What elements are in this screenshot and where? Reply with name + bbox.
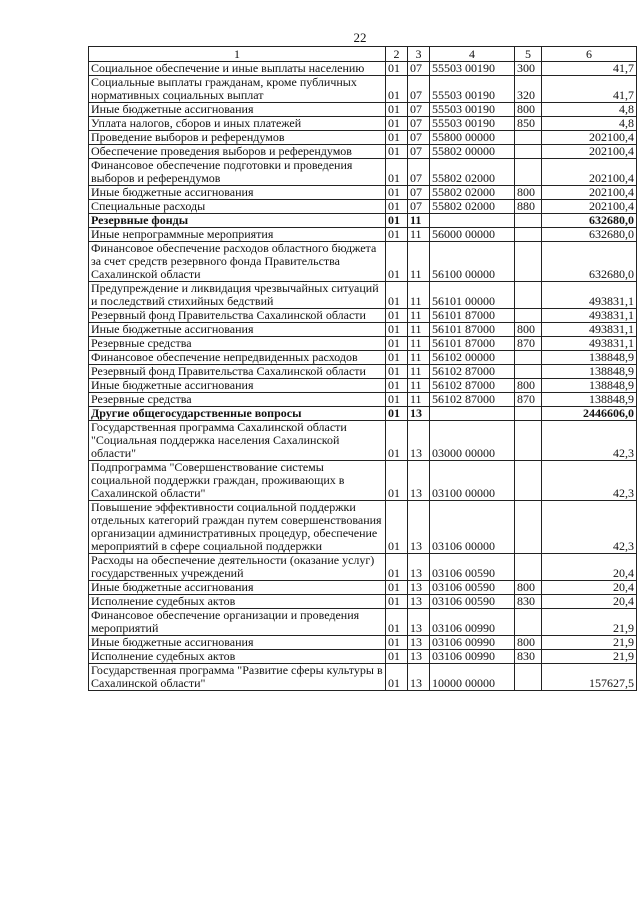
row-name-cell: Иные бюджетные ассигнования [89,186,386,200]
row-name-cell: Специальные расходы [89,200,386,214]
row-section-cell: 01 [386,323,408,337]
row-subsection-cell: 11 [408,228,430,242]
row-amount-cell: 20,4 [542,554,637,581]
table-row [89,664,637,691]
row-section-cell: 01 [386,421,408,461]
row-name-cell: Иные непрограммные мероприятия [89,228,386,242]
table-row [89,365,637,379]
row-subsection-cell: 11 [408,365,430,379]
row-section-cell: 01 [386,228,408,242]
row-amount-cell: 202100,4 [542,200,637,214]
row-amount-cell: 202100,4 [542,145,637,159]
row-name-cell: Другие общегосударственные вопросы [89,407,386,421]
table-row [89,145,637,159]
row-target-code-cell: 56101 87000 [430,337,515,351]
row-amount-cell: 21,9 [542,636,637,650]
row-section-cell: 01 [386,76,408,103]
row-subsection-cell: 11 [408,309,430,323]
row-expense-type-cell: 800 [515,379,542,393]
row-target-code-cell: 55503 00190 [430,103,515,117]
budget-table [88,46,637,691]
row-subsection-cell: 07 [408,76,430,103]
table-row [89,131,637,145]
row-amount-cell: 202100,4 [542,186,637,200]
row-expense-type-cell [515,664,542,691]
row-target-code-cell: 55503 00190 [430,62,515,76]
row-subsection-cell: 07 [408,159,430,186]
page-number: 22 [353,30,367,45]
row-target-code-cell [430,214,515,228]
table-row [89,581,637,595]
row-name-cell: Иные бюджетные ассигнования [89,636,386,650]
row-section-cell: 01 [386,461,408,501]
row-name-cell: Финансовое обеспечение организации и проведения мероприятий [89,609,386,636]
row-expense-type-cell [515,214,542,228]
row-name-cell: Иные бюджетные ассигнования [89,103,386,117]
row-expense-type-cell [515,145,542,159]
row-target-code-cell: 03106 00590 [430,554,515,581]
row-expense-type-cell [515,242,542,282]
row-target-code-cell: 55802 00000 [430,145,515,159]
row-subsection-cell: 11 [408,242,430,282]
row-subsection-cell: 13 [408,636,430,650]
row-amount-cell: 42,3 [542,501,637,554]
table-row [89,379,637,393]
row-expense-type-cell: 800 [515,103,542,117]
row-subsection-cell: 07 [408,103,430,117]
row-target-code-cell: 10000 00000 [430,664,515,691]
row-section-cell: 01 [386,554,408,581]
row-target-code-cell: 56102 87000 [430,365,515,379]
table-row [89,595,637,609]
table-row [89,62,637,76]
row-subsection-cell: 11 [408,214,430,228]
row-section-cell: 01 [386,664,408,691]
row-section-cell: 01 [386,337,408,351]
row-amount-cell: 21,9 [542,650,637,664]
row-section-cell: 01 [386,309,408,323]
row-amount-cell: 493831,1 [542,337,637,351]
header-cell-target-code: 4 [430,47,515,62]
row-name-cell: Предупреждение и ликвидация чрезвычайных ситуаций и последствий стихийных бедствий [89,282,386,309]
table-row [89,636,637,650]
row-subsection-cell: 13 [408,609,430,636]
row-amount-cell: 632680,0 [542,242,637,282]
table-row [89,309,637,323]
row-amount-cell: 20,4 [542,595,637,609]
row-section-cell: 01 [386,62,408,76]
row-name-cell: Исполнение судебных актов [89,595,386,609]
row-expense-type-cell: 870 [515,337,542,351]
header-cell-subsection: 3 [408,47,430,62]
row-name-cell: Повышение эффективности социальной поддержки отдельных категорий граждан путем совершенствования организации административных процедур, обеспечение мероприятий в сфере социальной поддержки [89,501,386,554]
row-section-cell: 01 [386,186,408,200]
row-expense-type-cell: 800 [515,581,542,595]
header-cell-section: 2 [386,47,408,62]
header-cell-expense-type: 5 [515,47,542,62]
row-expense-type-cell: 800 [515,636,542,650]
row-target-code-cell: 03100 00000 [430,461,515,501]
row-subsection-cell: 11 [408,282,430,309]
row-section-cell: 01 [386,501,408,554]
row-amount-cell: 2446606,0 [542,407,637,421]
table-row [89,609,637,636]
header-cell-amount: 6 [542,47,637,62]
row-subsection-cell: 07 [408,117,430,131]
row-expense-type-cell [515,461,542,501]
row-amount-cell: 632680,0 [542,228,637,242]
row-section-cell: 01 [386,365,408,379]
row-amount-cell: 42,3 [542,421,637,461]
row-subsection-cell: 13 [408,581,430,595]
row-amount-cell: 493831,1 [542,323,637,337]
row-name-cell: Уплата налогов, сборов и иных платежей [89,117,386,131]
row-name-cell: Резервный фонд Правительства Сахалинской области [89,309,386,323]
table-row [89,282,637,309]
row-target-code-cell [430,407,515,421]
row-subsection-cell: 13 [408,554,430,581]
row-expense-type-cell: 800 [515,186,542,200]
row-target-code-cell: 55800 00000 [430,131,515,145]
row-subsection-cell: 13 [408,595,430,609]
row-name-cell: Исполнение судебных актов [89,650,386,664]
row-section-cell: 01 [386,407,408,421]
table-row [89,461,637,501]
table-row [89,186,637,200]
row-section-cell: 01 [386,595,408,609]
table-body [89,47,637,691]
row-expense-type-cell [515,501,542,554]
row-target-code-cell: 03106 00590 [430,595,515,609]
row-target-code-cell: 56102 87000 [430,379,515,393]
row-target-code-cell: 55503 00190 [430,117,515,131]
row-expense-type-cell: 300 [515,62,542,76]
row-section-cell: 01 [386,282,408,309]
row-section-cell: 01 [386,103,408,117]
row-amount-cell: 20,4 [542,581,637,595]
row-expense-type-cell: 830 [515,650,542,664]
row-name-cell: Подпрограмма "Совершенствование системы социальной поддержки граждан, проживающих в Сахалинской области" [89,461,386,501]
table-row [89,393,637,407]
row-subsection-cell: 13 [408,664,430,691]
row-target-code-cell: 03106 00590 [430,581,515,595]
row-target-code-cell: 56101 87000 [430,309,515,323]
row-subsection-cell: 07 [408,186,430,200]
row-expense-type-cell: 850 [515,117,542,131]
row-expense-type-cell [515,554,542,581]
row-expense-type-cell: 870 [515,393,542,407]
row-section-cell: 01 [386,131,408,145]
row-section-cell: 01 [386,393,408,407]
row-section-cell: 01 [386,609,408,636]
row-amount-cell: 632680,0 [542,214,637,228]
row-name-cell: Государственная программа Сахалинской области "Социальная поддержка населения Сахалинской области" [89,421,386,461]
table-row [89,554,637,581]
row-name-cell: Резервные фонды [89,214,386,228]
row-amount-cell: 202100,4 [542,131,637,145]
row-name-cell: Резервные средства [89,337,386,351]
row-subsection-cell: 13 [408,461,430,501]
row-target-code-cell: 56102 00000 [430,351,515,365]
row-name-cell: Иные бюджетные ассигнования [89,581,386,595]
row-amount-cell: 493831,1 [542,282,637,309]
table-row [89,337,637,351]
row-subsection-cell: 07 [408,200,430,214]
row-expense-type-cell [515,609,542,636]
row-section-cell: 01 [386,379,408,393]
row-amount-cell: 138848,9 [542,393,637,407]
row-target-code-cell: 03106 00990 [430,636,515,650]
row-subsection-cell: 11 [408,379,430,393]
row-name-cell: Резервные средства [89,393,386,407]
table-row [89,501,637,554]
row-target-code-cell: 55503 00190 [430,76,515,103]
row-expense-type-cell [515,282,542,309]
row-target-code-cell: 56100 00000 [430,242,515,282]
row-name-cell: Иные бюджетные ассигнования [89,323,386,337]
row-subsection-cell: 07 [408,145,430,159]
table-row [89,650,637,664]
row-subsection-cell: 13 [408,650,430,664]
row-target-code-cell: 03106 00990 [430,650,515,664]
row-target-code-cell: 03000 00000 [430,421,515,461]
row-amount-cell: 4,8 [542,103,637,117]
row-target-code-cell: 56101 87000 [430,323,515,337]
row-subsection-cell: 07 [408,62,430,76]
row-section-cell: 01 [386,636,408,650]
row-target-code-cell: 56000 00000 [430,228,515,242]
row-expense-type-cell [515,407,542,421]
table-row [89,228,637,242]
row-name-cell: Обеспечение проведения выборов и референдумов [89,145,386,159]
row-section-cell: 01 [386,581,408,595]
row-amount-cell: 21,9 [542,609,637,636]
row-name-cell: Проведение выборов и референдумов [89,131,386,145]
row-amount-cell: 493831,1 [542,309,637,323]
row-amount-cell: 157627,5 [542,664,637,691]
row-subsection-cell: 11 [408,393,430,407]
row-section-cell: 01 [386,351,408,365]
row-subsection-cell: 11 [408,323,430,337]
row-subsection-cell: 13 [408,501,430,554]
row-target-code-cell: 56101 00000 [430,282,515,309]
row-section-cell: 01 [386,117,408,131]
row-section-cell: 01 [386,242,408,282]
header-cell-name: 1 [89,47,386,62]
row-expense-type-cell [515,131,542,145]
row-subsection-cell: 11 [408,337,430,351]
row-amount-cell: 202100,4 [542,159,637,186]
table-row [89,242,637,282]
row-section-cell: 01 [386,200,408,214]
row-amount-cell: 138848,9 [542,365,637,379]
row-section-cell: 01 [386,214,408,228]
row-name-cell: Социальные выплаты гражданам, кроме публичных нормативных социальных выплат [89,76,386,103]
row-amount-cell: 4,8 [542,117,637,131]
row-section-cell: 01 [386,145,408,159]
row-subsection-cell: 11 [408,351,430,365]
row-target-code-cell: 55802 02000 [430,186,515,200]
row-name-cell: Финансовое обеспечение подготовки и проведения выборов и референдумов [89,159,386,186]
table-row [89,103,637,117]
header-row [89,47,637,62]
row-amount-cell: 41,7 [542,76,637,103]
table-row [89,117,637,131]
row-subsection-cell: 13 [408,421,430,461]
table-row [89,76,637,103]
row-expense-type-cell [515,351,542,365]
row-subsection-cell: 13 [408,407,430,421]
row-name-cell: Резервный фонд Правительства Сахалинской области [89,365,386,379]
row-expense-type-cell [515,421,542,461]
row-amount-cell: 138848,9 [542,351,637,365]
row-expense-type-cell [515,159,542,186]
row-target-code-cell: 55802 02000 [430,159,515,186]
row-name-cell: Финансовое обеспечение непредвиденных расходов [89,351,386,365]
table-row [89,214,637,228]
row-subsection-cell: 07 [408,131,430,145]
row-section-cell: 01 [386,650,408,664]
row-target-code-cell: 55802 02000 [430,200,515,214]
row-target-code-cell: 03106 00000 [430,501,515,554]
row-target-code-cell: 03106 00990 [430,609,515,636]
row-name-cell: Иные бюджетные ассигнования [89,379,386,393]
row-amount-cell: 41,7 [542,62,637,76]
row-amount-cell: 42,3 [542,461,637,501]
row-expense-type-cell: 880 [515,200,542,214]
row-section-cell: 01 [386,159,408,186]
row-name-cell: Государственная программа "Развитие сферы культуры в Сахалинской области" [89,664,386,691]
row-name-cell: Расходы на обеспечение деятельности (оказание услуг) государственных учреждений [89,554,386,581]
row-expense-type-cell [515,309,542,323]
table-row [89,421,637,461]
row-name-cell: Социальное обеспечение и иные выплаты населению [89,62,386,76]
table-row [89,351,637,365]
table-row [89,323,637,337]
row-expense-type-cell [515,228,542,242]
row-expense-type-cell: 830 [515,595,542,609]
row-expense-type-cell: 320 [515,76,542,103]
row-expense-type-cell [515,365,542,379]
table-row [89,159,637,186]
row-name-cell: Финансовое обеспечение расходов областного бюджета за счет средств резервного фонда Правительства Сахалинской области [89,242,386,282]
table-row [89,200,637,214]
row-expense-type-cell: 800 [515,323,542,337]
row-amount-cell: 138848,9 [542,379,637,393]
row-target-code-cell: 56102 87000 [430,393,515,407]
table-row [89,407,637,421]
